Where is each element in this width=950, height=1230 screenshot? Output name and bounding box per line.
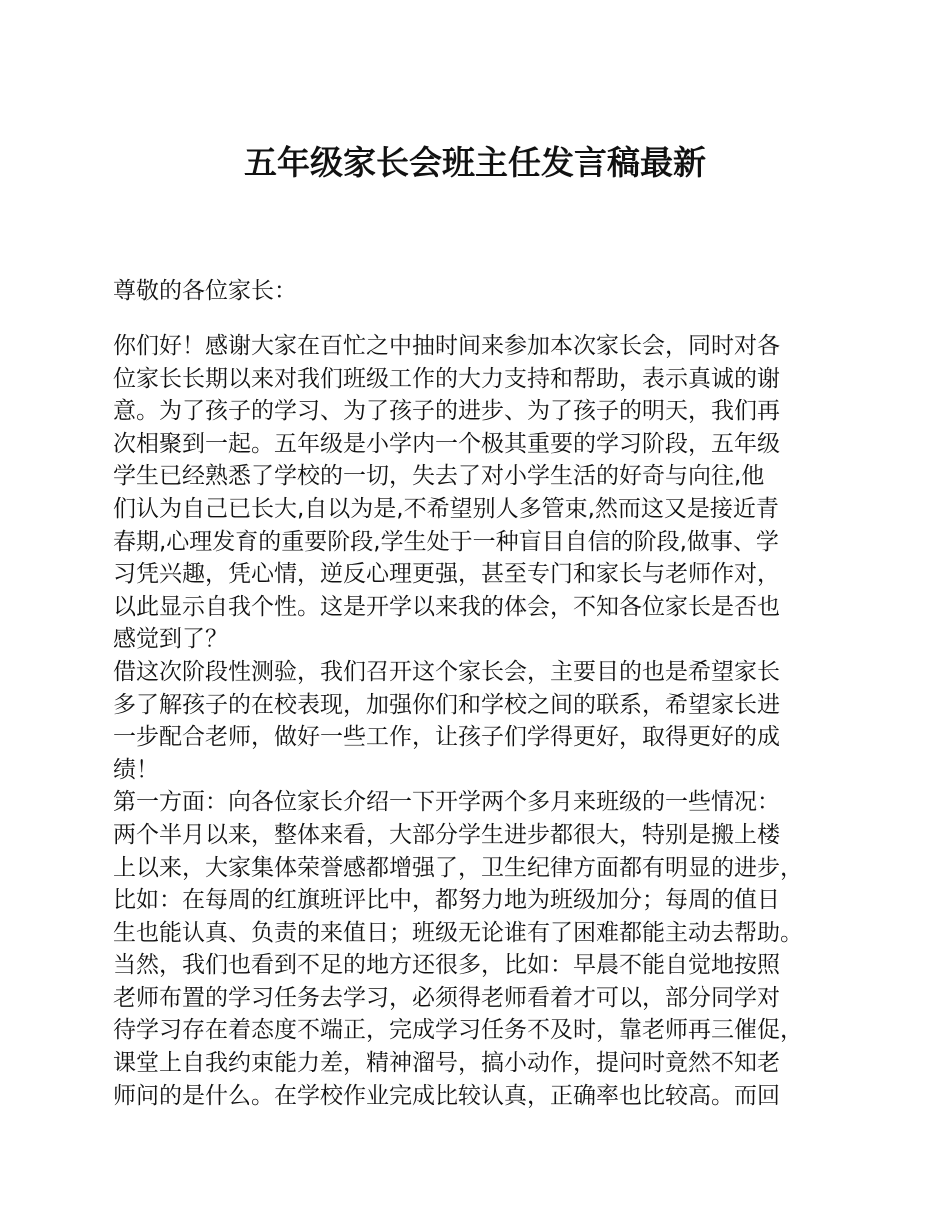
body-line: 课堂上自我约束能力差，精神溜号，搞小动作，提问时竟然不知老 — [113, 1050, 780, 1077]
body-line: 师问的是什么。在学校作业完成比较认真，正确率也比较高。而回 — [113, 1082, 780, 1109]
body-line: 以此显示自我个性。这是开学以来我的体会，不知各位家长是否也 — [113, 593, 780, 620]
body-line: 生也能认真、负责的来值日；班级无论谁有了困难都能主动去帮助。 — [113, 919, 803, 946]
body-line: 待学习存在着态度不端正，完成学习任务不及时，靠老师再三催促， — [113, 1017, 803, 1044]
body-line: 比如：在每周的红旗班评比中，都努力地为班级加分；每周的值日 — [113, 887, 780, 914]
body-line: 位家长长期以来对我们班级工作的大力支持和帮助，表示真诚的谢 — [113, 365, 780, 392]
body-line: 春期,心理发育的重要阶段,学生处于一种盲目自信的阶段,做事、学 — [113, 528, 779, 555]
salutation: 尊敬的各位家长： — [113, 278, 297, 304]
body-line: 绩！ — [113, 756, 159, 783]
body-line: 当然，我们也看到不足的地方还很多，比如：早晨不能自觉地按照 — [113, 952, 780, 979]
body-line: 们认为自己已长大,自以为是,不希望别人多管束,然而这又是接近青 — [113, 495, 779, 522]
body-line: 两个半月以来，整体来看，大部分学生进步都很大，特别是搬上楼 — [113, 821, 780, 848]
body-line: 意。为了孩子的学习、为了孩子的进步、为了孩子的明天，我们再 — [113, 398, 780, 425]
body-line: 借这次阶段性测验，我们召开这个家长会，主要目的也是希望家长 — [113, 658, 780, 685]
body-line: 上以来，大家集体荣誉感都增强了，卫生纪律方面都有明显的进步， — [113, 854, 803, 881]
body-line: 习凭兴趣，凭心情，逆反心理更强，甚至专门和家长与老师作对， — [113, 561, 780, 588]
body-line: 多了解孩子的在校表现，加强你们和学校之间的联系，希望家长进 — [113, 691, 780, 718]
body-line: 次相聚到一起。五年级是小学内一个极其重要的学习阶段，五年级 — [113, 430, 780, 457]
document-body — [113, 330, 853, 1112]
body-line: 感觉到了？ — [113, 626, 228, 653]
body-line: 老师布置的学习任务去学习，必须得老师看着才可以，部分同学对 — [113, 984, 780, 1011]
body-line: 一步配合老师，做好一些工作，让孩子们学得更好，取得更好的成 — [113, 724, 780, 751]
document-title: 五年级家长会班主任发言稿最新 — [244, 143, 706, 182]
body-line: 学生已经熟悉了学校的一切，失去了对小学生活的好奇与向往,他 — [113, 463, 765, 490]
body-line: 第一方面：向各位家长介绍一下开学两个多月来班级的一些情况： — [113, 789, 780, 816]
body-line: 你们好！感谢大家在百忙之中抽时间来参加本次家长会，同时对各 — [113, 333, 780, 359]
